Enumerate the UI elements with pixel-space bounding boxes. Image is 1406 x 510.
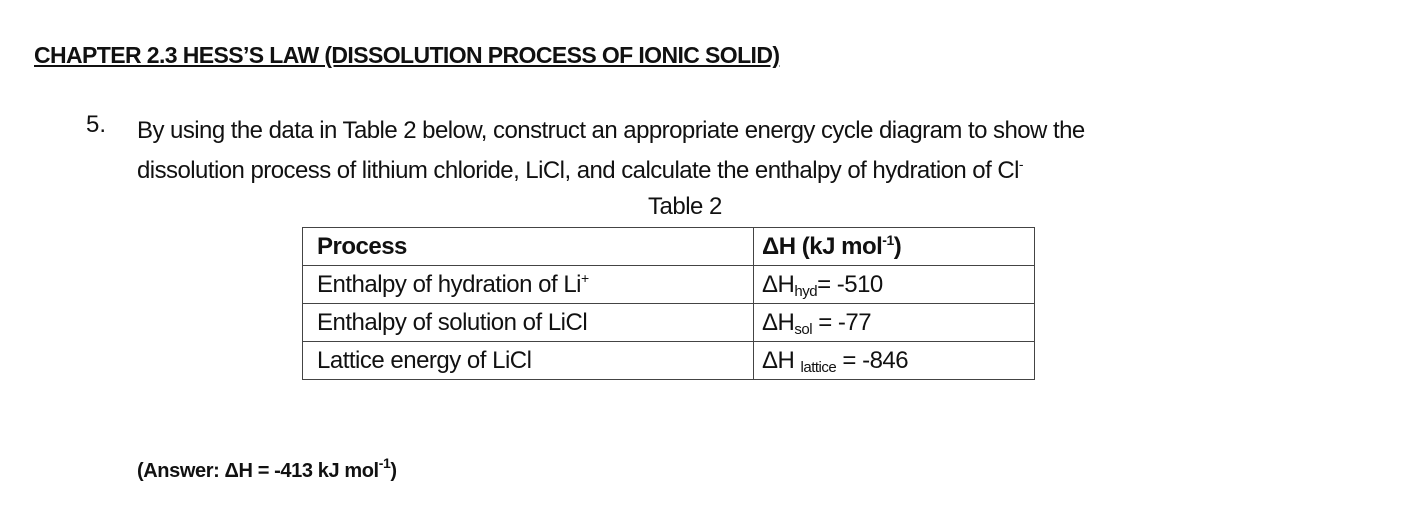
value-number: = -77 — [812, 308, 872, 336]
value-number: = -846 — [836, 346, 909, 374]
table-row — [303, 266, 1035, 304]
data-table — [302, 227, 1035, 380]
table-row — [303, 342, 1035, 380]
question-number: 5. — [86, 111, 107, 138]
value-sub: lattice — [800, 358, 837, 376]
question-line-2 — [137, 151, 1397, 191]
process-cell — [303, 304, 754, 342]
header-dh — [754, 228, 1035, 266]
answer-sup: -1 — [378, 455, 391, 471]
table-header-row — [303, 228, 1035, 266]
header-dh-text: ΔH (kJ mol — [762, 232, 883, 260]
value-cell — [754, 342, 1035, 380]
header-dh-end: ) — [893, 232, 902, 260]
process-sup: + — [581, 269, 589, 286]
header-process: Process — [303, 228, 754, 266]
process-text: Enthalpy of solution of LiCl — [317, 308, 588, 336]
value-sub: hyd — [794, 282, 818, 300]
value-sub: sol — [794, 320, 813, 338]
value-symbol: ΔH — [762, 346, 801, 374]
answer-end: ) — [390, 460, 397, 482]
process-cell — [303, 342, 754, 380]
answer — [137, 455, 397, 483]
value-number: = -510 — [817, 270, 883, 298]
value-cell — [754, 266, 1035, 304]
value-symbol: ΔH — [762, 308, 795, 336]
chapter-title: CHAPTER 2.3 HESS’S LAW (DISSOLUTION PROCESS OF IONIC SOLID) — [34, 42, 780, 68]
question-line-2-text: dissolution process of lithium chloride, LiCl, and calculate the enthalpy of hydration of Cl — [137, 157, 1019, 184]
process-text: Enthalpy of hydration of Li — [317, 270, 582, 298]
process-cell — [303, 266, 754, 304]
table-caption: Table 2 — [648, 193, 722, 220]
value-cell — [754, 304, 1035, 342]
answer-text: (Answer: ΔH = -413 kJ mol — [137, 460, 379, 482]
table-row — [303, 304, 1035, 342]
question-text — [137, 111, 1397, 191]
chloride-charge: - — [1018, 156, 1024, 172]
value-symbol: ΔH — [762, 270, 795, 298]
process-text: Lattice energy of LiCl — [317, 346, 532, 374]
header-dh-sup: -1 — [882, 231, 894, 248]
question-line-1: By using the data in Table 2 below, construct an appropriate energy cycle diagram to show the — [137, 117, 1085, 144]
